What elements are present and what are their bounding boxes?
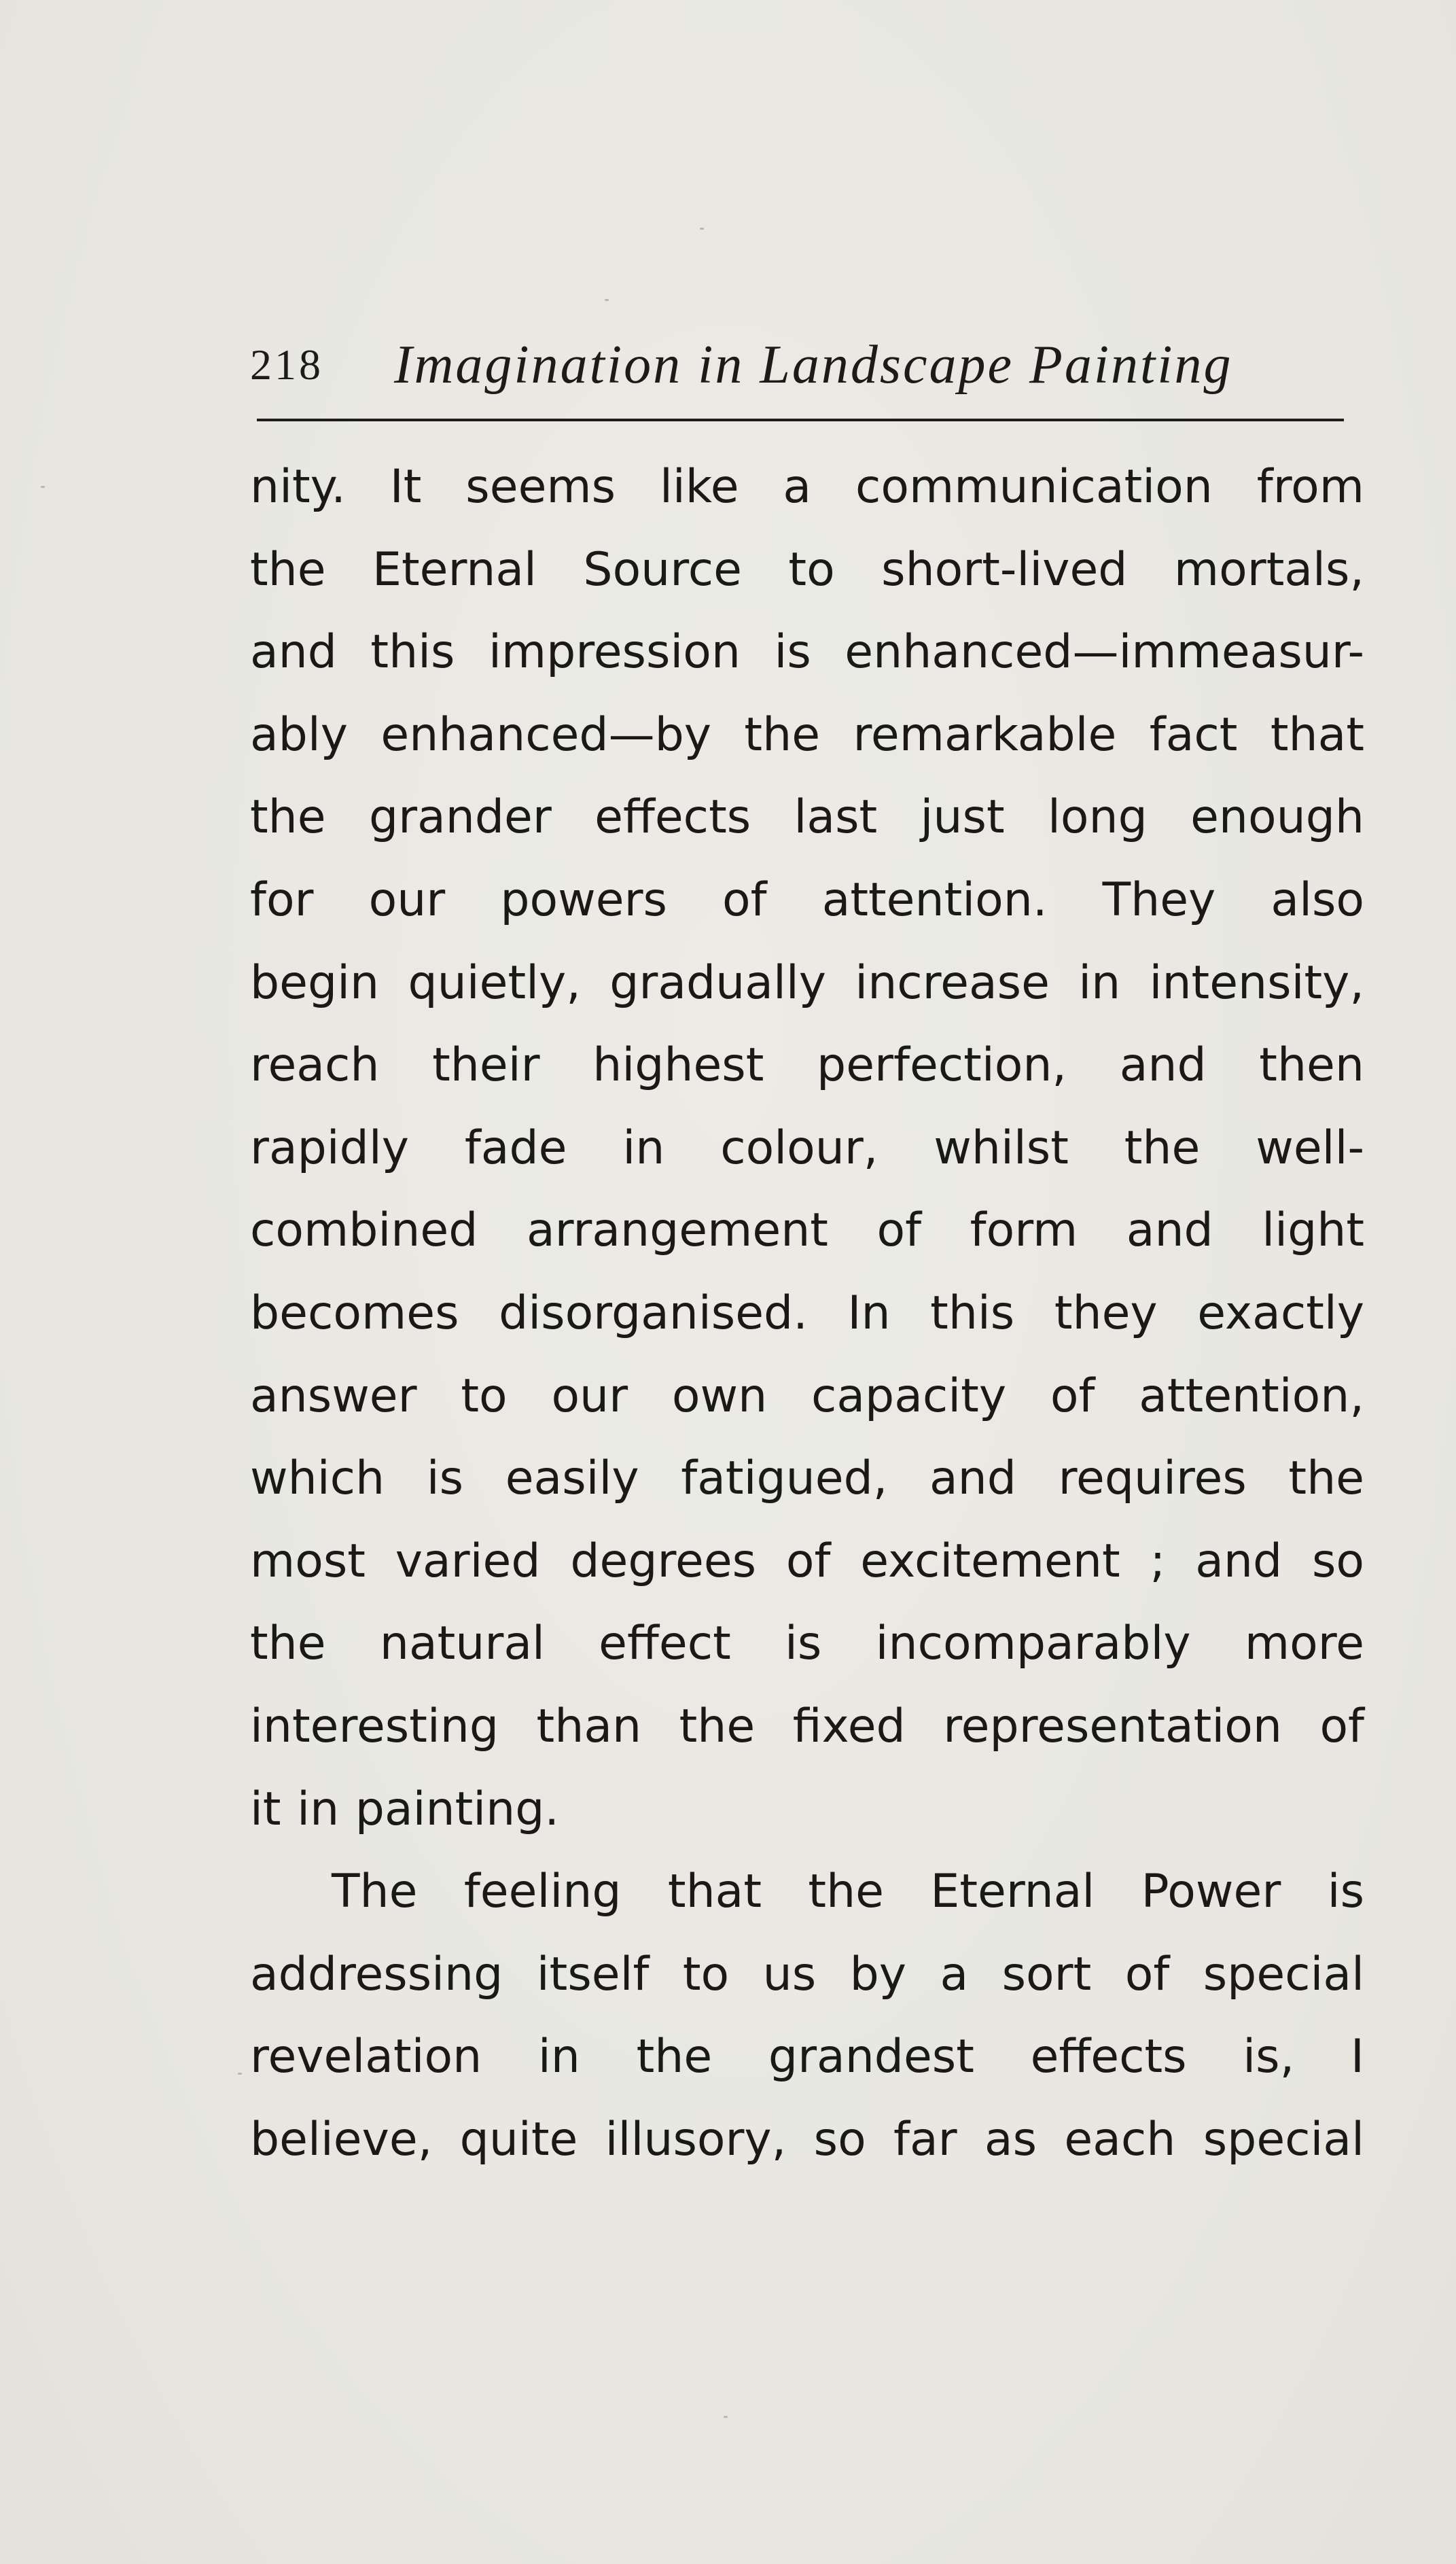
text-line-paragraph-end: it in painting. xyxy=(250,1782,560,1836)
body-text xyxy=(250,446,1364,2181)
text-line: ably enhanced—by the remarkable fact that xyxy=(250,707,1364,762)
header-rule xyxy=(257,419,1344,421)
text-line: answer to our own capacity of attention, xyxy=(250,1369,1364,1423)
paper-speck xyxy=(724,2416,728,2418)
running-title: Imagination in Landscape Painting xyxy=(394,335,1233,395)
text-line: addressing itself to us by a sort of special xyxy=(250,1947,1364,2001)
text-line: nity. It seems like a communication from xyxy=(250,460,1364,514)
text-line: most varied degrees of excitement ; and so xyxy=(250,1534,1364,1588)
text-line: the Eternal Source to short-lived mortals, xyxy=(250,542,1364,597)
text-line: the grander effects last just long enough xyxy=(250,790,1364,845)
text-line: for our powers of attention. They also xyxy=(250,873,1364,927)
text-line: and this impression is enhanced—immeasur- xyxy=(250,625,1364,680)
text-line: rapidly fade in colour, whilst the well- xyxy=(250,1121,1364,1175)
text-line: believe, quite illusory, so far as each special xyxy=(250,2112,1364,2166)
text-line: begin quietly, gradually increase in intensity, xyxy=(250,955,1364,1010)
text-line: which is easily fatigued, and requires the xyxy=(250,1452,1364,1506)
text-line: combined arrangement of form and light xyxy=(250,1204,1364,1258)
text-line: the natural effect is incomparably more xyxy=(250,1617,1364,1671)
text-line-paragraph-start: The feeling that the Eternal Power is xyxy=(332,1865,1364,1919)
running-head xyxy=(250,333,1343,408)
text-line: revelation in the grandest effects is, I xyxy=(250,2030,1364,2084)
paper-speck xyxy=(41,486,45,488)
paper-speck xyxy=(700,228,704,230)
page-number: 218 xyxy=(250,340,323,389)
paper-speck xyxy=(605,299,609,301)
text-line: interesting than the fixed representation of xyxy=(250,1699,1364,1753)
paper-speck xyxy=(238,2073,242,2075)
text-line: reach their highest perfection, and then xyxy=(250,1038,1364,1093)
text-line: becomes disorganised. In this they exactly xyxy=(250,1286,1364,1340)
